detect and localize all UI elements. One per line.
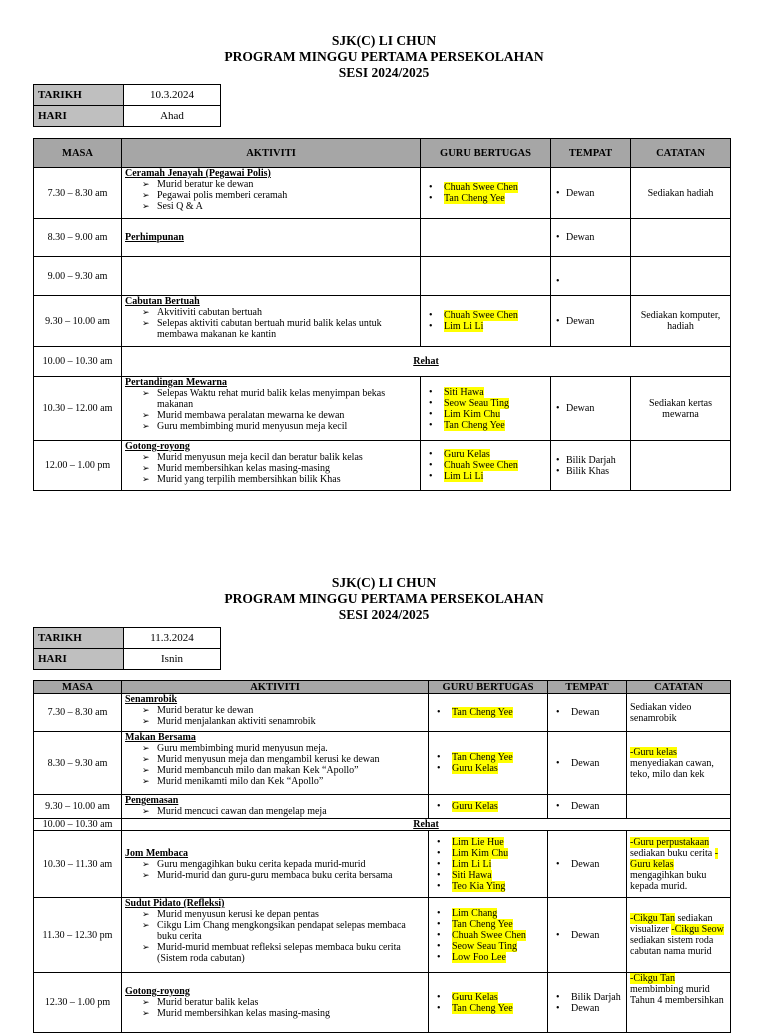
hari-label: HARI bbox=[34, 649, 124, 670]
guru-cell bbox=[429, 831, 548, 898]
tarikh-value: 11.3.2024 bbox=[124, 628, 221, 649]
aktiviti-cell bbox=[122, 441, 421, 491]
guru-cell bbox=[421, 296, 551, 347]
table-row bbox=[34, 694, 731, 732]
guru-cell bbox=[429, 732, 548, 795]
tempat-cell bbox=[551, 219, 631, 257]
aktiviti-cell bbox=[122, 377, 421, 441]
note-text: sediakan visualizer bbox=[630, 913, 713, 935]
col-tempat: TEMPAT bbox=[551, 139, 631, 168]
teacher-name: Chuah Swee Chen bbox=[452, 929, 526, 941]
col-catatan: CATATAN bbox=[627, 681, 731, 694]
aktiviti-cell bbox=[122, 795, 429, 819]
location: • Dewan bbox=[551, 930, 623, 941]
masa-cell: 12.30 – 1.00 pm bbox=[34, 973, 122, 1033]
tempat-cell bbox=[548, 732, 627, 795]
location: • Dewan bbox=[551, 758, 623, 769]
location: • Dewan bbox=[551, 1003, 623, 1014]
activity-title: Senamrobik bbox=[125, 694, 178, 705]
teacher-name: Guru Kelas bbox=[452, 991, 498, 1003]
catatan-cell bbox=[627, 732, 731, 795]
tempat-cell bbox=[551, 168, 631, 219]
masa-cell: 8.30 – 9.30 am bbox=[34, 732, 122, 795]
note-text: menyediakan cawan, teko, milo dan kek bbox=[630, 757, 714, 780]
col-aktiviti: AKTIVITI bbox=[122, 681, 429, 694]
note-highlight: -Cikgu Seow bbox=[671, 924, 724, 935]
list-item: ➢ Pegawai polis memberi ceramah bbox=[125, 190, 417, 201]
tarikh-value: 10.3.2024 bbox=[124, 85, 221, 106]
teacher-name: Seow Seau Ting bbox=[452, 940, 518, 952]
teacher-name: Guru Kelas bbox=[452, 801, 498, 812]
teacher-name: Tan Cheng Yee bbox=[444, 419, 505, 431]
teacher-name: Tan Cheng Yee bbox=[452, 1002, 513, 1014]
guru-cell bbox=[421, 441, 551, 491]
catatan-cell bbox=[627, 795, 731, 819]
masa-cell: 9.30 – 10.00 am bbox=[34, 296, 122, 347]
masa-cell: 12.00 – 1.00 pm bbox=[34, 441, 122, 491]
guru-cell bbox=[421, 168, 551, 219]
teacher-name: Teo Kia Ying bbox=[452, 880, 506, 892]
aktiviti-cell bbox=[122, 168, 421, 219]
list-item: ➢ Cikgu Lim Chang mengkongsikan pendapat selepas membaca buku cerita bbox=[125, 920, 425, 942]
list-item: ➢ Guru membimbing murid menyusun meja kecil bbox=[125, 421, 417, 432]
hari-value: Isnin bbox=[124, 649, 221, 670]
heading-block-1 bbox=[0, 33, 768, 81]
catatan-cell bbox=[631, 441, 731, 491]
list-item: ➢ Murid membersihkan kelas masing-masing bbox=[125, 1008, 425, 1019]
program-title: PROGRAM MINGGU PERTAMA PERSEKOLAHAN bbox=[224, 49, 544, 64]
hari-label: HARI bbox=[34, 106, 124, 127]
guru-cell bbox=[429, 898, 548, 973]
aktiviti-cell bbox=[122, 831, 429, 898]
list-item: ➢ Guru mengagihkan buku cerita kepada murid-murid bbox=[125, 859, 425, 870]
location: • Dewan bbox=[554, 188, 627, 199]
activity-title: Gotong-royong bbox=[125, 986, 190, 997]
info-table-2 bbox=[33, 627, 221, 670]
masa-cell: 10.30 – 11.30 am bbox=[34, 831, 122, 898]
rehat-row bbox=[34, 347, 731, 377]
masa-cell: 11.30 – 12.30 pm bbox=[34, 898, 122, 973]
table-row bbox=[34, 898, 731, 973]
col-masa: MASA bbox=[34, 681, 122, 694]
list-item: ➢ Murid beratur balik kelas bbox=[125, 997, 425, 1008]
masa-cell: 10.00 – 10.30 am bbox=[34, 819, 122, 831]
school-name: SJK(C) LI CHUN bbox=[331, 575, 437, 590]
tempat-cell bbox=[551, 296, 631, 347]
program-title: PROGRAM MINGGU PERTAMA PERSEKOLAHAN bbox=[224, 591, 544, 606]
location: • Dewan bbox=[551, 801, 623, 812]
note-text: mengagihkan buku kepada murid. bbox=[630, 869, 707, 892]
col-guru: GURU BERTUGAS bbox=[421, 139, 551, 168]
location: • Dewan bbox=[554, 316, 627, 327]
list-item: ➢ Murid beratur ke dewan bbox=[125, 179, 417, 190]
activity-title: Makan Bersama bbox=[125, 732, 196, 743]
table-row bbox=[34, 168, 731, 219]
list-item: ➢ Murid menyusun meja dan mengambil kerusi ke dewan bbox=[125, 754, 425, 765]
activity-title: Jom Membaca bbox=[125, 847, 189, 859]
catatan-cell: Sediakan kertas mewarna bbox=[631, 377, 731, 441]
teacher-name: Lim Lie Hue bbox=[452, 836, 504, 848]
aktiviti-cell bbox=[122, 219, 421, 257]
list-item: ➢ Murid yang terpilih membersihkan bilik Khas bbox=[125, 474, 417, 485]
table-row bbox=[34, 795, 731, 819]
note-text: Sediakan video senamrobik bbox=[630, 701, 692, 724]
masa-cell: 10.30 – 12.00 am bbox=[34, 377, 122, 441]
teacher-name: Tan Cheng Yee bbox=[452, 752, 513, 763]
teacher-name: Lim Chang bbox=[452, 907, 498, 919]
teacher-name: Lim Kim Chu bbox=[452, 847, 509, 859]
schedule-table-1 bbox=[33, 138, 731, 491]
col-tempat: TEMPAT bbox=[548, 681, 627, 694]
list-item: ➢ Murid beratur ke dewan bbox=[125, 705, 425, 716]
masa-cell: 7.30 – 8.30 am bbox=[34, 168, 122, 219]
list-item: ➢ Murid membancuh milo dan makan Kek “Apollo” bbox=[125, 765, 425, 776]
list-item: ➢ Murid-murid dan guru-guru membaca buku cerita bersama bbox=[125, 870, 425, 881]
aktiviti-cell bbox=[122, 257, 421, 296]
tarikh-label: TARIKH bbox=[34, 628, 124, 649]
guru-cell bbox=[421, 377, 551, 441]
aktiviti-cell bbox=[122, 898, 429, 973]
list-item: ➢ Akvitiviti cabutan bertuah bbox=[125, 307, 417, 318]
table-row bbox=[34, 219, 731, 257]
table-row bbox=[34, 296, 731, 347]
aktiviti-cell bbox=[122, 732, 429, 795]
note-highlight: -Cikgu Tan bbox=[630, 973, 675, 984]
tempat-cell bbox=[551, 441, 631, 491]
schedule-table-2 bbox=[33, 680, 731, 1033]
catatan-cell: Sediakan komputer, hadiah bbox=[631, 296, 731, 347]
teacher-name: Guru Kelas bbox=[444, 449, 490, 460]
activity-title: Ceramah Jenayah (Pegawai Polis) bbox=[125, 168, 271, 179]
tempat-cell bbox=[548, 694, 627, 732]
teacher-name: Tan Cheng Yee bbox=[444, 193, 505, 204]
masa-cell: 9.00 – 9.30 am bbox=[34, 257, 122, 296]
activity-title: Cabutan Bertuah bbox=[125, 296, 200, 307]
list-item: ➢ Guru membimbing murid menyusun meja. bbox=[125, 743, 425, 754]
guru-cell bbox=[429, 694, 548, 732]
session-title: SESI 2024/2025 bbox=[338, 65, 430, 80]
location: • Dewan bbox=[551, 707, 623, 718]
location: • Bilik Darjah bbox=[554, 455, 627, 466]
masa-cell: 7.30 – 8.30 am bbox=[34, 694, 122, 732]
aktiviti-cell bbox=[122, 694, 429, 732]
list-item: ➢ Murid menyusun meja kecil dan beratur balik kelas bbox=[125, 452, 417, 463]
table-row bbox=[34, 732, 731, 795]
note-highlight: -Guru kelas bbox=[630, 746, 677, 758]
catatan-cell: Sediakan hadiah bbox=[631, 168, 731, 219]
heading-block-2 bbox=[0, 575, 768, 623]
tempat-cell bbox=[548, 898, 627, 973]
table-row bbox=[34, 377, 731, 441]
teacher-name: Tan Cheng Yee bbox=[452, 707, 513, 718]
masa-cell: 10.00 – 10.30 am bbox=[34, 347, 122, 377]
list-item: ➢ Murid menjalankan aktiviti senamrobik bbox=[125, 716, 425, 727]
location: • Dewan bbox=[551, 859, 623, 870]
rehat-row bbox=[34, 819, 731, 831]
teacher-name: Lim Li Li bbox=[444, 321, 484, 332]
location: • Dewan bbox=[554, 232, 627, 243]
list-item: ➢ Murid membawa peralatan mewarna ke dewan bbox=[125, 410, 417, 421]
list-item: ➢ Murid-murid membuat refleksi selepas membaca buku cerita (Sistem roda cabutan) bbox=[125, 942, 425, 964]
teacher-name: Lim Kim Chu bbox=[444, 408, 501, 420]
school-name: SJK(C) LI CHUN bbox=[331, 33, 437, 48]
session-title: SESI 2024/2025 bbox=[338, 607, 430, 622]
table-row bbox=[34, 831, 731, 898]
teacher-name: Chuah Swee Chen bbox=[444, 460, 518, 471]
list-item: ➢ Murid menyusun kerusi ke depan pentas bbox=[125, 909, 425, 920]
teacher-name: Lim Li Li bbox=[444, 471, 484, 482]
note-text: sediakan sistem roda cabutan nama murid bbox=[630, 935, 714, 957]
note-text: membimbing murid Tahun 4 membersihkan bbox=[630, 984, 724, 1006]
location: • Dewan bbox=[554, 403, 627, 414]
rehat-label: Rehat bbox=[122, 819, 731, 831]
note-highlight: -Guru perpustakaan bbox=[630, 836, 710, 848]
note-text: sediakan buku cerita bbox=[630, 847, 715, 859]
activity-title: Sudut Pidato (Refleksi) bbox=[125, 898, 225, 909]
note-highlight: -Cikgu Tan bbox=[630, 913, 675, 924]
col-masa: MASA bbox=[34, 139, 122, 168]
list-item: ➢ Murid menikamti milo dan Kek “Apollo” bbox=[125, 776, 425, 787]
teacher-name: Guru Kelas bbox=[452, 763, 498, 774]
note-highlight: -Guru kelas bbox=[630, 847, 719, 870]
aktiviti-cell bbox=[122, 296, 421, 347]
table-row bbox=[34, 257, 731, 296]
teacher-name: Chuah Swee Chen bbox=[444, 182, 518, 193]
catatan-cell bbox=[627, 831, 731, 898]
teacher-name: Tan Cheng Yee bbox=[452, 918, 513, 930]
teacher-name: Low Foo Lee bbox=[452, 951, 506, 963]
catatan-cell bbox=[631, 257, 731, 296]
teacher-name: Seow Seau Ting bbox=[444, 397, 510, 409]
teacher-name: Lim Li Li bbox=[452, 858, 492, 870]
guru-cell bbox=[429, 795, 548, 819]
info-table-1 bbox=[33, 84, 221, 127]
tempat-cell bbox=[551, 377, 631, 441]
masa-cell: 9.30 – 10.00 am bbox=[34, 795, 122, 819]
list-item: ➢ Murid membersihkan kelas masing-masing bbox=[125, 463, 417, 474]
teacher-name: Siti Hawa bbox=[452, 869, 492, 881]
guru-cell bbox=[421, 219, 551, 257]
tempat-cell bbox=[548, 795, 627, 819]
activity-title: Pengemasan bbox=[125, 795, 179, 806]
activity-title: Pertandingan Mewarna bbox=[125, 377, 227, 388]
rehat-label: Rehat bbox=[122, 347, 731, 377]
catatan-cell bbox=[627, 694, 731, 732]
activity-title: Gotong-royong bbox=[125, 441, 190, 452]
activity-title: Perhimpunan bbox=[125, 232, 184, 243]
guru-cell bbox=[421, 257, 551, 296]
catatan-cell bbox=[631, 219, 731, 257]
catatan-cell bbox=[627, 898, 731, 973]
teacher-name: Chuah Swee Chen bbox=[444, 310, 518, 321]
teacher-name: Siti Hawa bbox=[444, 386, 484, 398]
list-item: ➢ Murid mencuci cawan dan mengelap meja bbox=[125, 806, 425, 817]
col-catatan: CATATAN bbox=[631, 139, 731, 168]
col-guru: GURU BERTUGAS bbox=[429, 681, 548, 694]
list-item: ➢ Selepas Waktu rehat murid balik kelas menyimpan bekas makanan bbox=[125, 388, 417, 410]
table-row bbox=[34, 441, 731, 491]
location: • Bilik Khas bbox=[554, 466, 627, 477]
list-item: ➢ Selepas aktiviti cabutan bertuah murid balik kelas untuk membawa makanan ke kantin bbox=[125, 318, 417, 340]
location: • Bilik Darjah bbox=[551, 992, 623, 1003]
tarikh-label: TARIKH bbox=[34, 85, 124, 106]
tempat-cell bbox=[548, 831, 627, 898]
hari-value: Ahad bbox=[124, 106, 221, 127]
col-aktiviti: AKTIVITI bbox=[122, 139, 421, 168]
tempat-cell bbox=[551, 257, 631, 296]
list-item: ➢ Sesi Q & A bbox=[125, 201, 417, 212]
masa-cell: 8.30 – 9.00 am bbox=[34, 219, 122, 257]
